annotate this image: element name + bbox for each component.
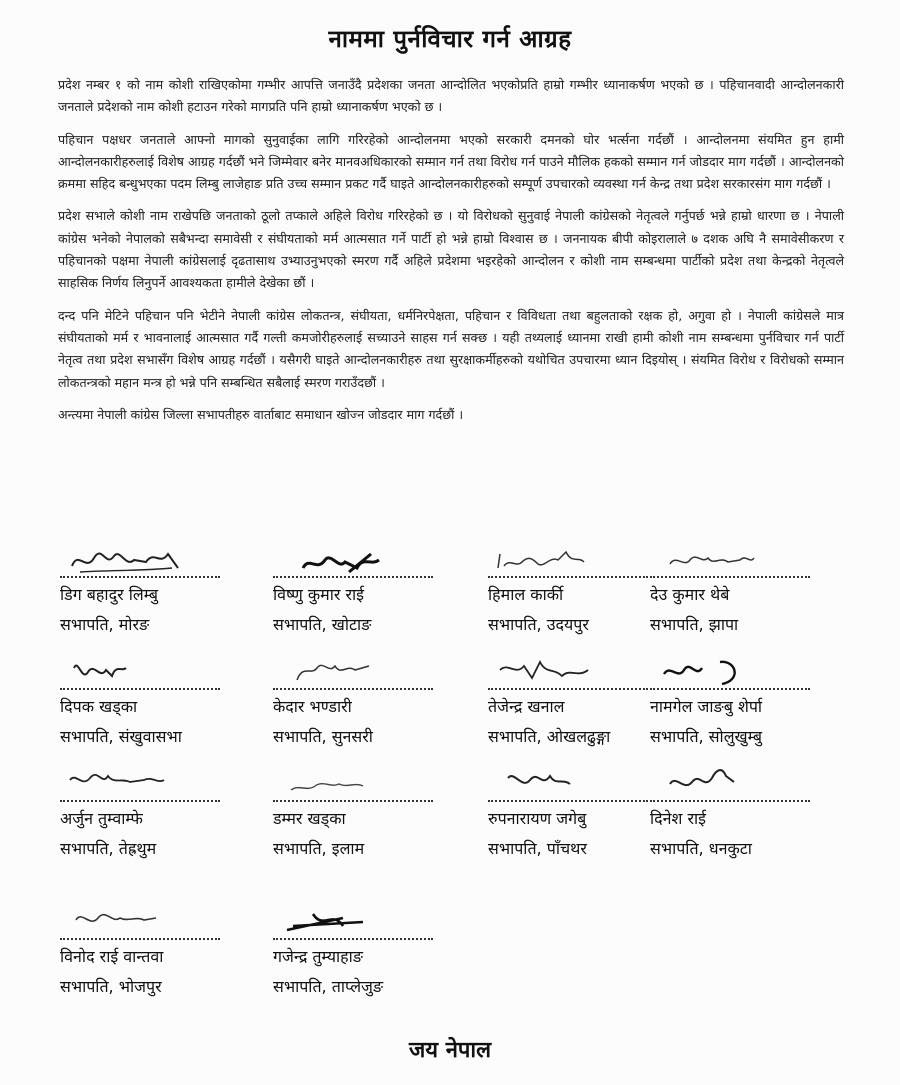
signature-line xyxy=(488,576,648,578)
signatory-role: सभापति, ओखलढुङ्गा xyxy=(488,727,611,746)
signature-image xyxy=(273,538,423,580)
page-title: नाममा पुर्नविचार गर्न आग्रह xyxy=(328,25,572,53)
signatory-name: अर्जुन तुम्वाम्फे xyxy=(60,809,143,828)
signature-image xyxy=(60,762,210,804)
signature-line xyxy=(488,688,648,690)
signature-line xyxy=(60,938,220,940)
signatory-role: सभापति, सोलुखुम्बु xyxy=(650,727,762,746)
signature-line xyxy=(273,688,433,690)
paragraph-5: अन्त्यमा नेपाली कांग्रेस जिल्ला सभापतीहरु वार्ताबाट समाधान खोज्न जोडदार माग गर्दछौं । xyxy=(58,406,464,422)
signature-line xyxy=(273,576,433,578)
signature-image xyxy=(650,538,800,580)
signature-line xyxy=(650,576,810,578)
signature-line xyxy=(488,800,648,802)
signatory-block xyxy=(60,650,260,748)
signatory-block xyxy=(60,538,260,636)
signature-image xyxy=(273,900,423,942)
signature-line xyxy=(273,938,433,940)
signatory-name: हिमाल कार्की xyxy=(488,585,564,604)
signatory-role: सभापति, संखुवासभा xyxy=(60,727,182,746)
signatory-role: सभापति, मोरङ xyxy=(60,615,150,634)
signatory-role: सभापति, पाँचथर xyxy=(488,839,587,858)
signature-line xyxy=(650,800,810,802)
signatory-role: सभापति, उदयपुर xyxy=(488,615,589,634)
signatory-role: सभापति, भोजपुर xyxy=(60,977,162,996)
signature-image xyxy=(60,900,210,942)
signatory-name: देउ कुमार थेबे xyxy=(650,585,730,604)
paragraph-3: प्रदेश सभाले कोशी नाम राखेपछि जनताको ठूलो तप्काले अहिले विरोध गरिरहेको छ । यो विरोधको सुनुवाई नेपाली कांग्रेसको नेतृत्वले गर्नुपर्छ भन्ने हाम्रो धारणा छ । नेपाली कांग्रेस भनेको नेपालको सबैभन्दा समावेसी र संघीयताको मर्म आत्मसात गर्ने पार्टी हो भन्ने हाम्रो विश्वास छ । जननायक बीपी कोइरालाले ७ दशक अघि नै समावेसीकरण र पहिचानको पक्षमा नेपाली कांग्रेसलाई दृढतासाथ उभ्याउनुभएको स्मरण गर्दै अहिले प्रदेशमा भइरहेको आन्दोलन र कोशी नाम सम्बन्धमा पार्टीको प्रदेश तथा केन्द्रको नेतृत्वले साहसिक निर्णय लिनुपर्ने आवश्यकता हामीले देखेका छौं । xyxy=(58,208,844,291)
signatory-name: रुपनारायण जगेबु xyxy=(488,809,587,828)
signature-image xyxy=(488,762,638,804)
signatory-role: सभापति, खोटाङ xyxy=(273,615,372,634)
signatory-role: सभापति, इलाम xyxy=(273,839,365,858)
signatory-name: दिनेश राई xyxy=(650,809,707,828)
signatory-role: सभापति, सुनसरी xyxy=(273,727,373,746)
signature-image xyxy=(273,762,423,804)
paragraph-4: दन्द पनि मेटिने पहिचान पनि भेटीने नेपाली कांग्रेस लोकतन्त्र, संघीयता, धर्मनिरपेक्षता, पहिचान र विविधता तथा बहुलताको रक्षक हो, अगुवा हो । नेपाली कांग्रेसले मात्र संघीयताको मर्म र भावनालाई आत्मसात गर्दै गल्ती कमजोरीहरुलाई सच्याउने साहस गर्न सक्छ । यही तथ्यलाई ध्यानमा राखी हामी कोशी नाम सम्बन्धमा पुर्नविचार गर्न पार्टी नेतृत्व तथा प्रदेश सभासँग विशेष आग्रह गर्दछौं । यसैगरी घाइते आन्दोलनकारीहरु तथा सुरक्षाकर्मीहरुको यथोचित उपचारमा ध्यान दिइयोस् । संयमित विरोध र विरोधको सम्मान लोकतन्त्रको महान मन्त्र हो भन्ने पनि सम्बन्धित सबैलाई स्मरण गराउँदछौं । xyxy=(58,307,844,390)
signatory-block xyxy=(273,900,473,998)
signatory-name: विनोद राई वान्तवा xyxy=(60,947,164,966)
signatory-name: गजेन्द्र तुम्याहाङ xyxy=(273,947,363,966)
signature-line xyxy=(273,800,433,802)
signature-image xyxy=(650,650,800,692)
signature-image xyxy=(60,650,210,692)
closing-slogan: जय नेपाल xyxy=(408,1038,492,1063)
signature-line xyxy=(60,576,220,578)
signatory-name: नामगेल जाङबु शेर्पा xyxy=(650,697,763,716)
signatory-block xyxy=(650,650,850,748)
signature-image xyxy=(650,762,800,804)
signatory-block xyxy=(650,762,850,860)
signatory-name: डम्मर खड्का xyxy=(273,809,346,828)
signatory-name: डिग बहादुर लिम्बु xyxy=(60,585,159,604)
signature-line xyxy=(650,688,810,690)
signature-image xyxy=(60,538,210,580)
signature-image xyxy=(488,650,638,692)
signatory-block xyxy=(60,762,260,860)
signatory-block xyxy=(273,650,473,748)
signatory-role: सभापति, तेह्रथुम xyxy=(60,839,157,858)
signatory-block xyxy=(650,538,850,636)
letter-body xyxy=(58,74,844,436)
signatory-block xyxy=(60,900,260,998)
signatory-role: सभापति, ताप्लेजुङ xyxy=(273,977,384,996)
signatory-name: तेजेन्द्र खनाल xyxy=(488,697,565,716)
signatory-name: दिपक खड्का xyxy=(60,697,138,716)
signatory-block xyxy=(273,538,473,636)
signatory-block xyxy=(273,762,473,860)
signatory-role: सभापति, झापा xyxy=(650,615,739,634)
signature-image xyxy=(488,538,638,580)
signatory-name: विष्णु कुमार राई xyxy=(273,585,365,604)
paragraph-2: पहिचान पक्षधर जनताले आफ्नो मागको सुनुवाईका लागि गरिरहेको आन्दोलनमा भएको सरकारी दमनको घोर भर्त्सना गर्दछौं । आन्दोलनमा संयमित हुन हामी आन्दोलनकारीहरुलाई विशेष आग्रह गर्दछौं भने जिम्मेवार बनेर मानवअधिकारको सम्मान गर्न तथा विरोध गर्न पाउने मौलिक हकको सम्मान गर्न जोडदार माग गर्दछौं । आन्दोलनको क्रममा सहिद बन्धुभएका पदम लिम्बु लाजेहाङ प्रति उच्च सम्मान प्रकट गर्दै घाइते आन्दोलनकारीहरुको सम्पूर्ण उपचारको व्यवस्था गर्न केन्द्र तथा प्रदेश सरकारसंग माग गर्दछौं । xyxy=(58,131,844,192)
paragraph-1: प्रदेश नम्बर १ को नाम कोशी राखिएकोमा गम्भीर आपत्ति जनाउँदै प्रदेशका जनता आन्दोलित भएकोप्रति हाम्रो गम्भीर ध्यानाकर्षण भएको छ । पहिचानवादी आन्दोलनकारी जनताले प्रदेशको नाम कोशी हटाउन गरेको मागप्रति पनि हाम्रो ध्यानाकर्षण भएको छ । xyxy=(58,77,844,115)
signatory-role: सभापति, धनकुटा xyxy=(650,839,752,858)
signature-line xyxy=(60,800,220,802)
signatory-name: केदार भण्डारी xyxy=(273,697,352,716)
signature-image xyxy=(273,650,423,692)
signature-line xyxy=(60,688,220,690)
